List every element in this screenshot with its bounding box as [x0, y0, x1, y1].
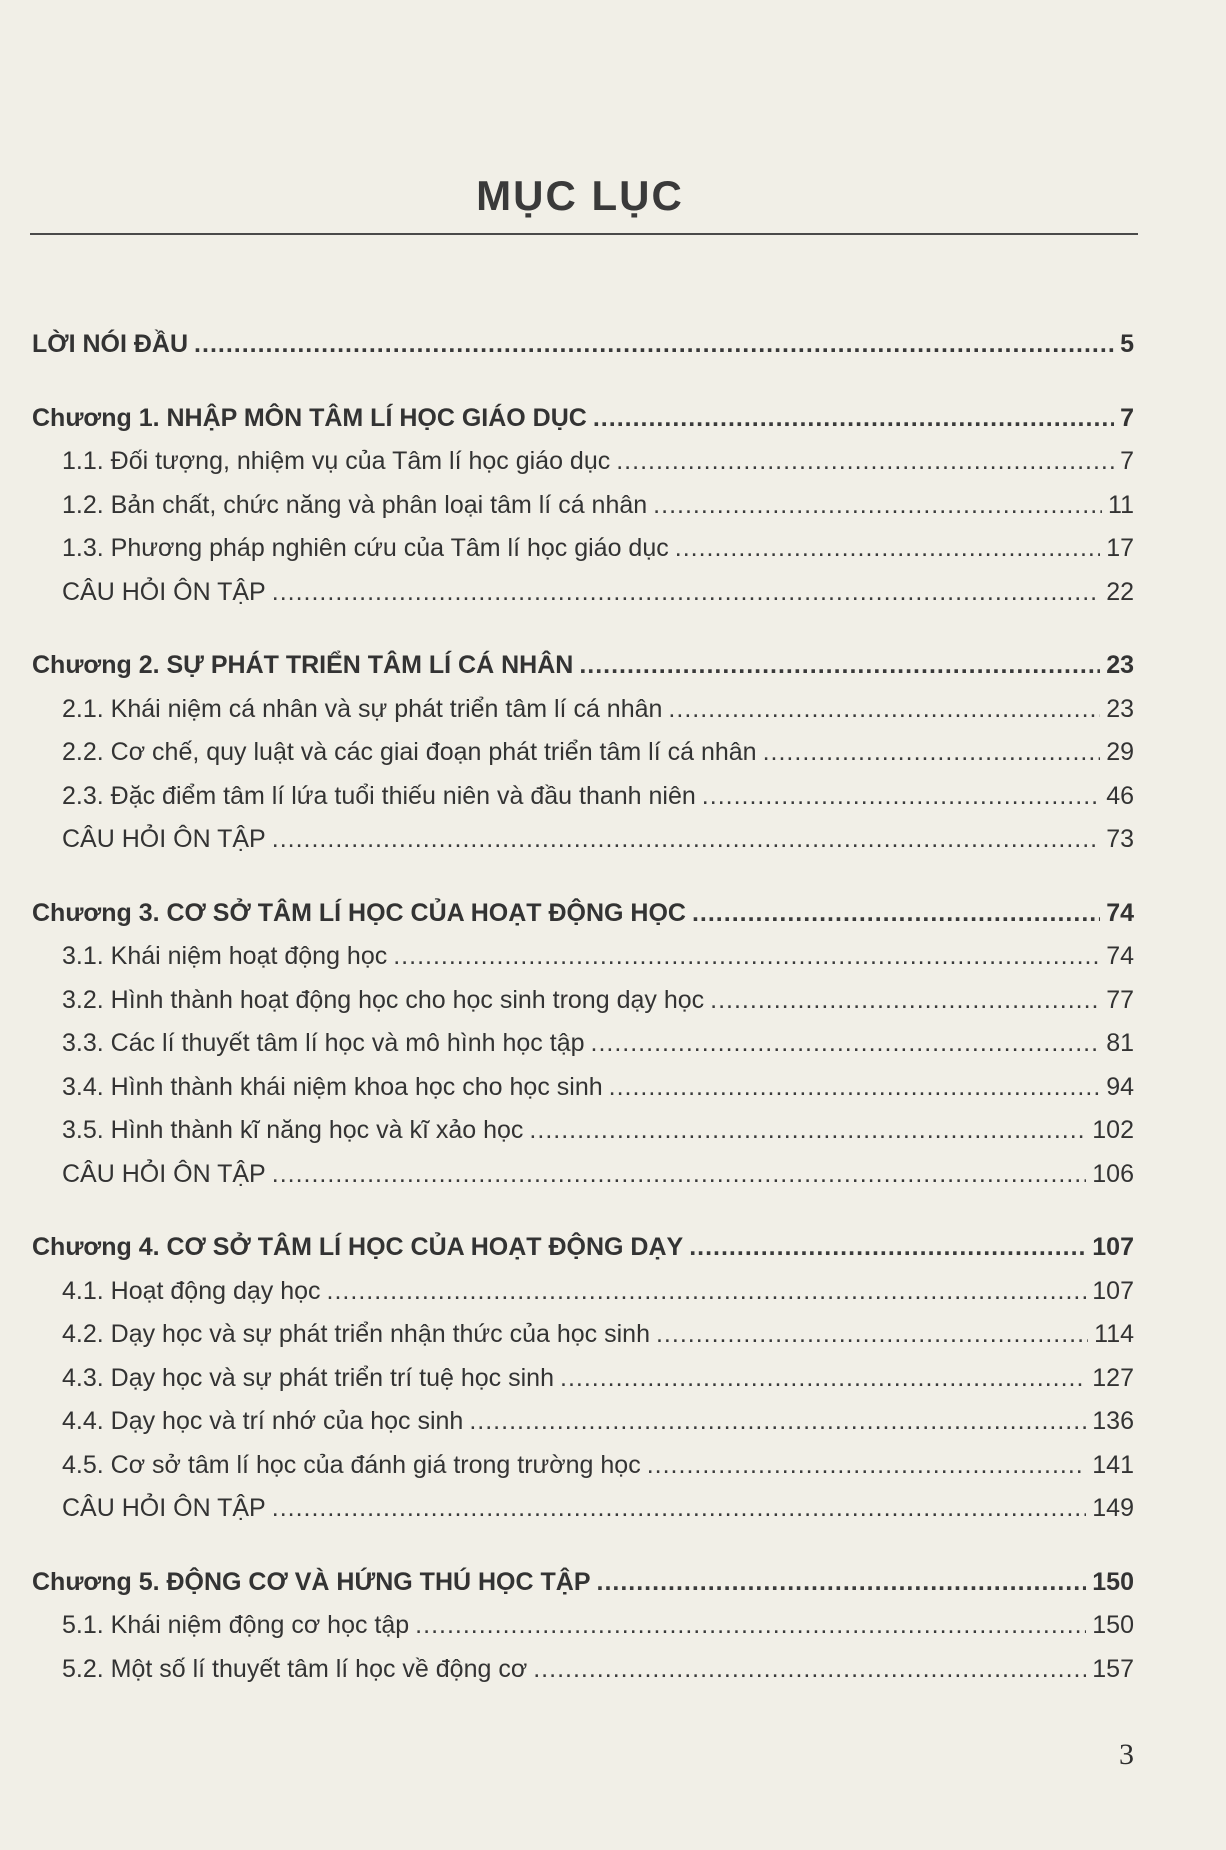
dot-leader — [597, 1568, 1087, 1597]
dot-leader — [710, 986, 1100, 1015]
toc-section[interactable] — [32, 491, 1134, 535]
dot-leader — [591, 1029, 1101, 1058]
dot-leader — [647, 1451, 1087, 1480]
toc-page-number: 150 — [1092, 1567, 1134, 1596]
toc-page-number: 102 — [1092, 1116, 1134, 1144]
toc-page-number: 127 — [1092, 1363, 1134, 1392]
toc-page-number: 29 — [1106, 738, 1134, 766]
toc-page-number: 141 — [1092, 1450, 1134, 1479]
toc-section[interactable] — [32, 1451, 1134, 1495]
title-divider — [30, 233, 1138, 235]
toc-section-label: 4.5. Cơ sở tâm lí học của đánh giá trong trường học — [62, 1450, 641, 1479]
dot-leader — [327, 1277, 1087, 1306]
dot-leader — [702, 782, 1100, 811]
toc-section-label: CÂU HỎI ÔN TẬP — [62, 577, 266, 606]
toc-section-label: 5.2. Một số lí thuyết tâm lí học về động cơ — [62, 1654, 528, 1683]
toc-chapter-label: Chương 3. CƠ SỞ TÂM LÍ HỌC CỦA HOẠT ĐỘNG HỌC — [32, 898, 686, 927]
toc-page-number: 22 — [1106, 577, 1134, 606]
toc-page-number: 150 — [1092, 1611, 1134, 1639]
toc-section-label: 3.4. Hình thành khái niệm khoa học cho học sinh — [62, 1072, 603, 1101]
dot-leader — [668, 695, 1100, 724]
toc-section-label: 1.1. Đối tượng, nhiệm vụ của Tâm lí học giáo dục — [62, 447, 611, 475]
toc-section-label: 4.2. Dạy học và sự phát triển nhận thức của học sinh — [62, 1320, 650, 1348]
toc-section[interactable] — [32, 534, 1134, 578]
table-of-contents — [32, 330, 1134, 1698]
toc-section[interactable] — [32, 1116, 1134, 1160]
dot-leader — [692, 899, 1100, 928]
toc-section[interactable] — [32, 1029, 1134, 1073]
page-number: 3 — [1119, 1738, 1134, 1771]
toc-chapter-label: Chương 5. ĐỘNG CƠ VÀ HỨNG THÚ HỌC TẬP — [32, 1567, 591, 1596]
toc-section[interactable] — [32, 1364, 1134, 1408]
toc-page-number: 77 — [1106, 985, 1134, 1014]
toc-page-number: 23 — [1106, 651, 1134, 679]
page-title: MỤC LỤC — [476, 172, 684, 219]
toc-section-label: CÂU HỎI ÔN TẬP — [62, 1159, 266, 1188]
toc-section[interactable] — [32, 447, 1134, 491]
toc-chapter-3[interactable] — [32, 899, 1134, 943]
toc-page-number: 23 — [1106, 694, 1134, 723]
toc-section[interactable] — [32, 986, 1134, 1030]
toc-section[interactable] — [32, 942, 1134, 986]
toc-page-number: 136 — [1092, 1407, 1134, 1435]
toc-chapter-4[interactable] — [32, 1233, 1134, 1277]
toc-section-label: 4.1. Hoạt động dạy học — [62, 1276, 321, 1305]
toc-page-number: 107 — [1092, 1276, 1134, 1305]
toc-section-label: 3.5. Hình thành kĩ năng học và kĩ xảo học — [62, 1116, 524, 1144]
toc-page-number: 11 — [1108, 490, 1134, 519]
toc-page-number: 106 — [1092, 1159, 1134, 1188]
dot-leader — [393, 942, 1100, 971]
dot-leader — [560, 1364, 1086, 1393]
toc-section[interactable] — [32, 1277, 1134, 1321]
toc-review-questions[interactable] — [32, 1160, 1134, 1204]
toc-page-number: 107 — [1092, 1233, 1134, 1261]
toc-section[interactable] — [32, 782, 1134, 826]
toc-page-number: 74 — [1106, 942, 1134, 970]
toc-entry-preface[interactable] — [32, 330, 1134, 374]
dot-leader — [529, 1116, 1086, 1145]
toc-review-questions[interactable] — [32, 825, 1134, 869]
toc-section-label: 4.4. Dạy học và trí nhớ của học sinh — [62, 1407, 464, 1435]
toc-chapter-1[interactable] — [32, 404, 1134, 448]
toc-page-number: 17 — [1106, 534, 1134, 562]
toc-section[interactable] — [32, 1073, 1134, 1117]
toc-review-questions[interactable] — [32, 578, 1134, 622]
toc-chapter-5[interactable] — [32, 1568, 1134, 1612]
dot-leader — [579, 651, 1100, 680]
toc-page-number: 74 — [1106, 898, 1134, 927]
toc-page-number: 157 — [1092, 1654, 1134, 1683]
toc-page-number: 73 — [1106, 825, 1134, 853]
dot-leader — [609, 1073, 1101, 1102]
toc-page-number: 81 — [1106, 1029, 1134, 1057]
toc-chapter-label: Chương 1. NHẬP MÔN TÂM LÍ HỌC GIÁO DỤC — [32, 403, 587, 432]
toc-section-label: 2.2. Cơ chế, quy luật và các giai đoạn phát triển tâm lí cá nhân — [62, 738, 757, 766]
toc-page-number: 7 — [1120, 403, 1134, 432]
dot-leader — [653, 491, 1102, 520]
toc-section-label: 3.2. Hình thành hoạt động học cho học sinh trong dạy học — [62, 985, 705, 1014]
dot-leader — [656, 1320, 1088, 1349]
toc-chapter-label: Chương 4. CƠ SỞ TÂM LÍ HỌC CỦA HOẠT ĐỘNG DẠY — [32, 1233, 684, 1261]
toc-section-label: 2.3. Đặc điểm tâm lí lứa tuổi thiếu niên và đầu thanh niên — [62, 781, 696, 810]
toc-section-label: CÂU HỎI ÔN TẬP — [62, 825, 266, 853]
toc-review-questions[interactable] — [32, 1494, 1134, 1538]
toc-chapter-label: Chương 2. SỰ PHÁT TRIỂN TÂM LÍ CÁ NHÂN — [32, 651, 574, 679]
toc-section-label: 5.1. Khái niệm động cơ học tập — [62, 1611, 410, 1639]
toc-section[interactable] — [32, 1611, 1134, 1655]
dot-leader — [272, 1494, 1087, 1523]
dot-leader — [675, 534, 1100, 563]
dot-leader — [616, 447, 1114, 476]
toc-page-number: 94 — [1106, 1072, 1134, 1101]
toc-page-number: 149 — [1092, 1494, 1134, 1522]
dot-leader — [763, 738, 1101, 767]
toc-section-label: 1.3. Phương pháp nghiên cứu của Tâm lí học giáo dục — [62, 534, 669, 562]
dot-leader — [194, 330, 1114, 359]
toc-section-label: 3.1. Khái niệm hoạt động học — [62, 942, 388, 970]
dot-leader — [272, 825, 1100, 854]
toc-page-number: 7 — [1120, 447, 1134, 475]
dot-leader — [272, 578, 1100, 607]
toc-section-label: 3.3. Các lí thuyết tâm lí học và mô hình học tập — [62, 1029, 585, 1057]
toc-section-label: CÂU HỎI ÔN TẬP — [62, 1494, 266, 1522]
toc-chapter-2[interactable] — [32, 651, 1134, 695]
dot-leader — [533, 1655, 1086, 1684]
toc-section[interactable] — [32, 695, 1134, 739]
toc-section[interactable] — [32, 1320, 1134, 1364]
toc-section[interactable] — [32, 1407, 1134, 1451]
dot-leader — [469, 1407, 1086, 1436]
toc-section[interactable] — [32, 738, 1134, 782]
toc-section-label: 4.3. Dạy học và sự phát triển trí tuệ học sinh — [62, 1363, 554, 1392]
toc-section[interactable] — [32, 1655, 1134, 1699]
toc-section-label: 2.1. Khái niệm cá nhân và sự phát triển tâm lí cá nhân — [62, 694, 663, 723]
toc-page-number: 5 — [1120, 330, 1134, 358]
toc-section-label: 1.2. Bản chất, chức năng và phân loại tâm lí cá nhân — [62, 490, 648, 519]
dot-leader — [593, 404, 1114, 433]
dot-leader — [689, 1233, 1086, 1262]
toc-entry-label: LỜI NÓI ĐẦU — [32, 330, 189, 358]
dot-leader — [272, 1160, 1087, 1189]
toc-page-number: 114 — [1094, 1320, 1134, 1348]
dot-leader — [415, 1611, 1086, 1640]
toc-page-number: 46 — [1106, 781, 1134, 810]
